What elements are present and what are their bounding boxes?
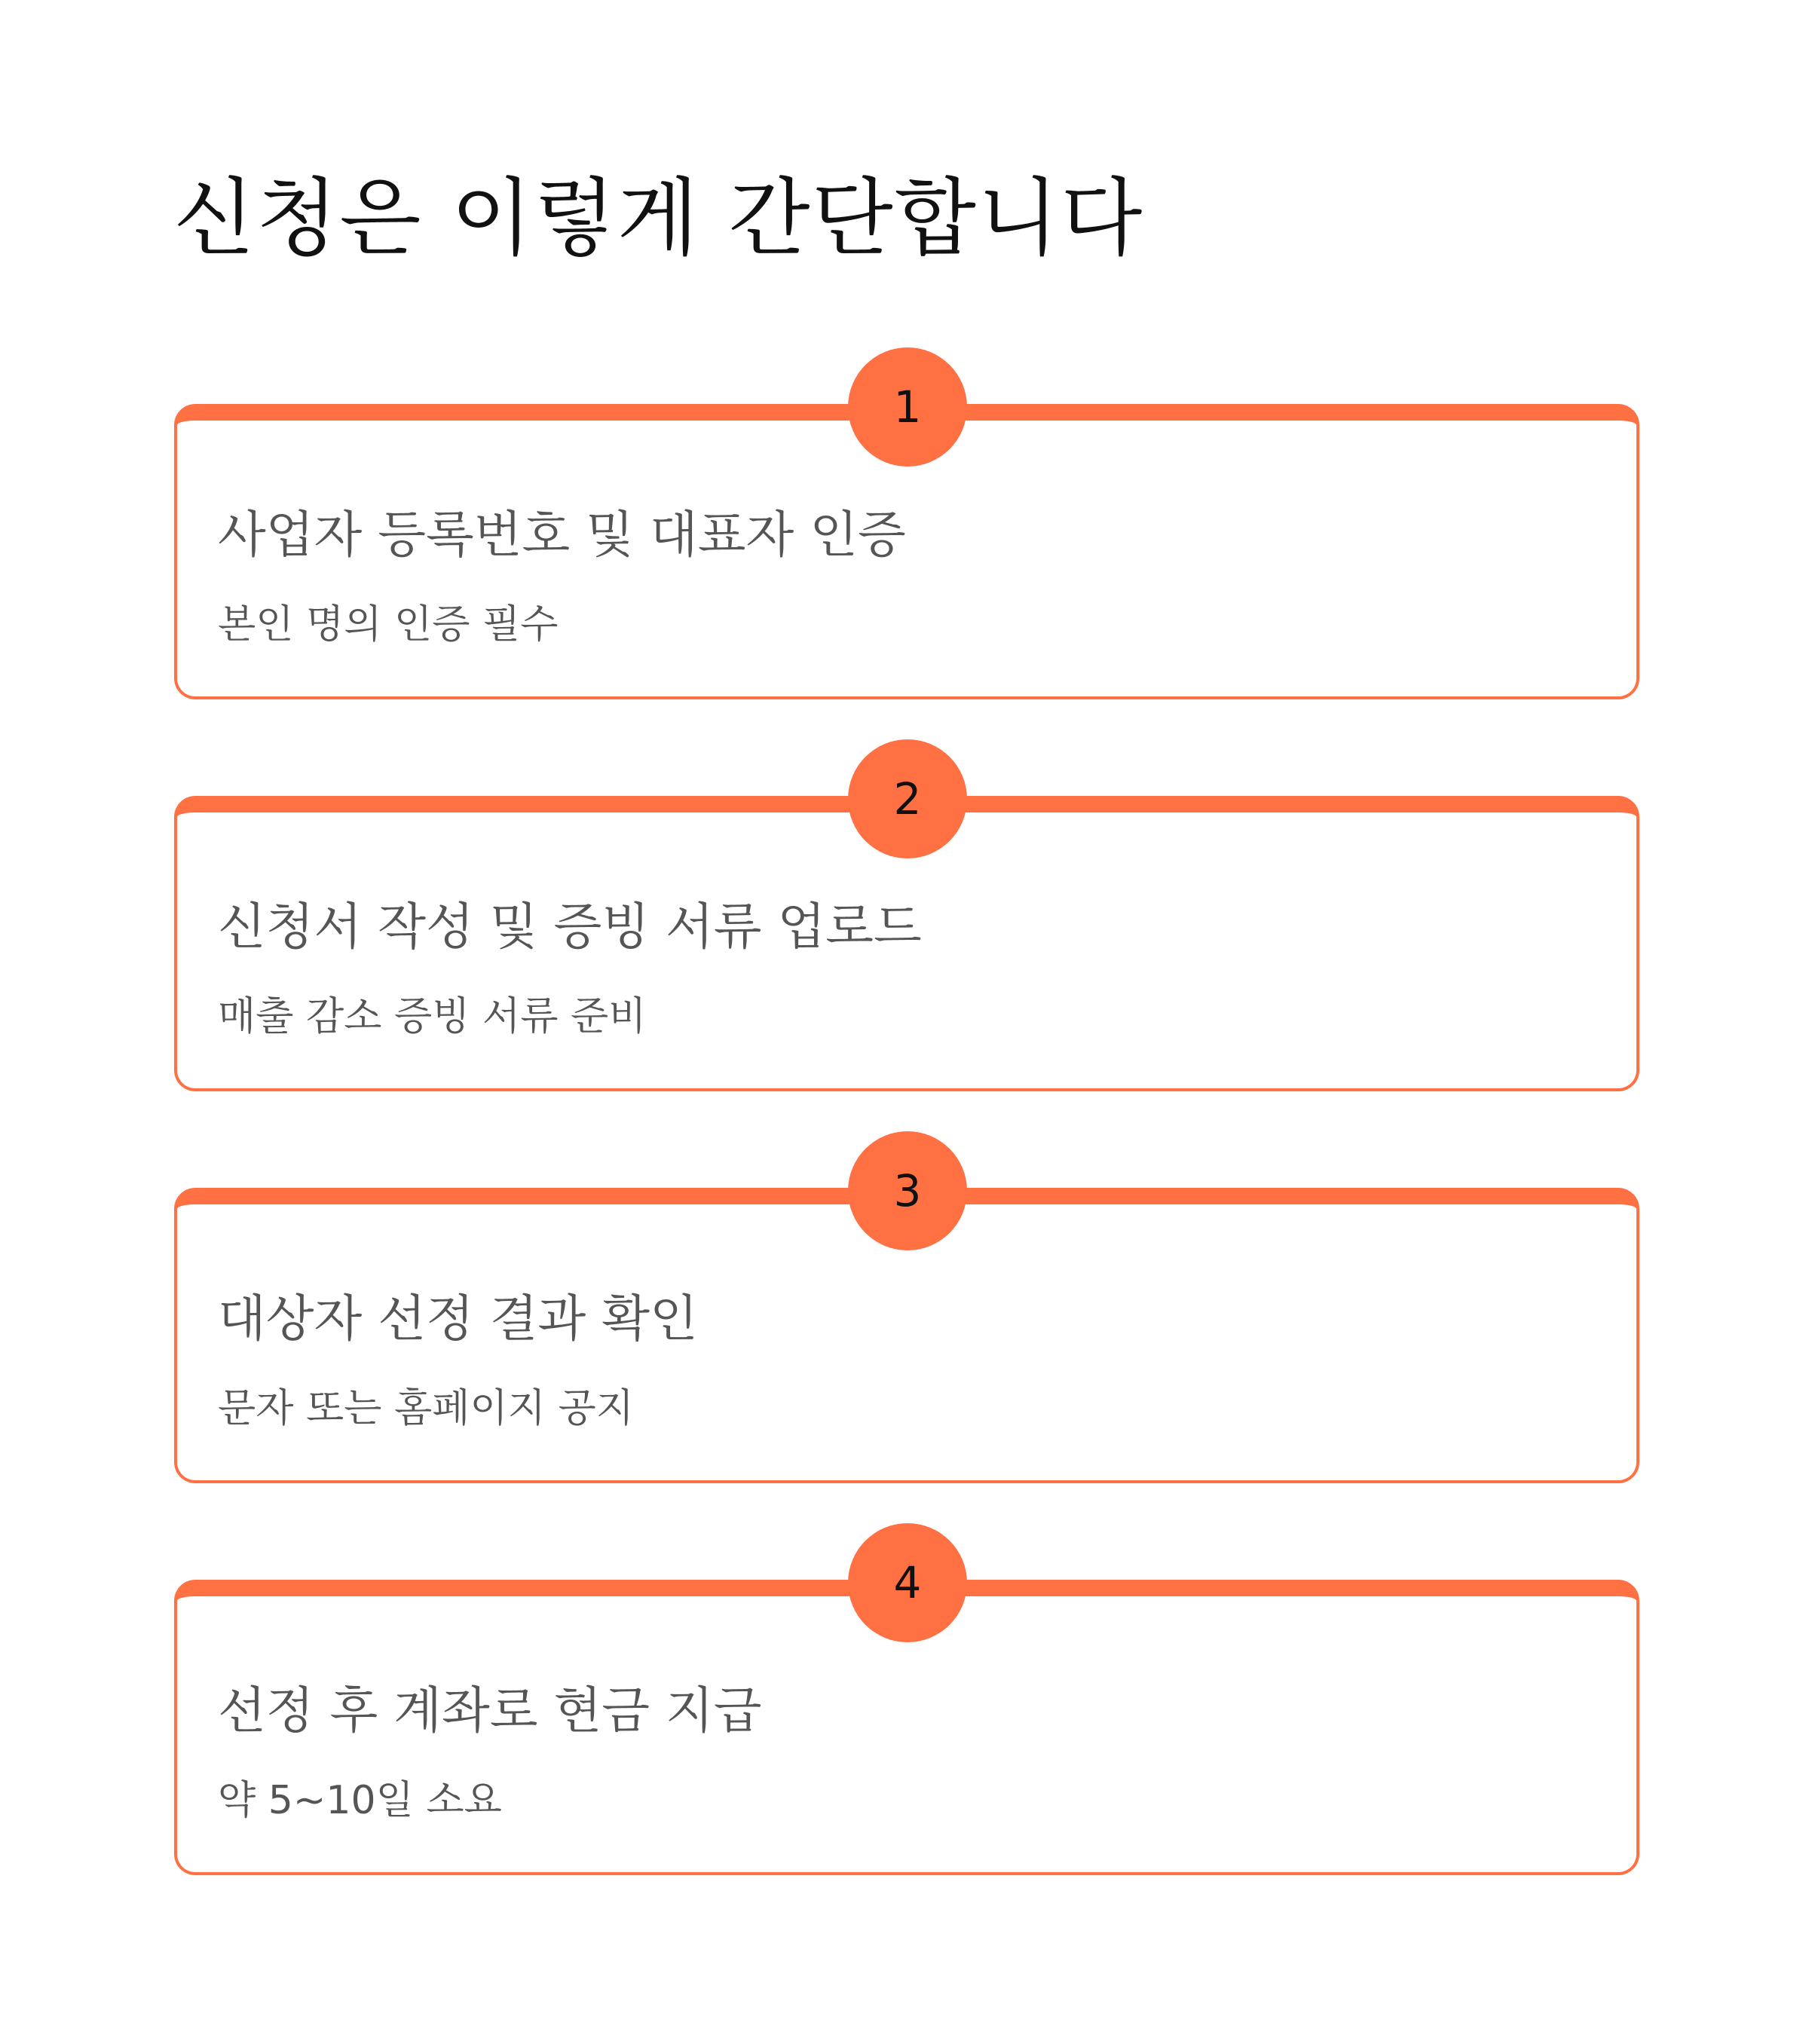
step-card-2 — [174, 773, 1639, 1091]
step-description: 매출 감소 증빙 서류 준비 — [218, 994, 647, 1039]
step-description: 문자 또는 홈페이지 공지 — [218, 1386, 634, 1431]
step-card-4 — [174, 1557, 1639, 1875]
step-number-badge: 1 — [848, 347, 967, 467]
step-title: 선정 후 계좌로 현금 지급 — [218, 1681, 762, 1740]
step-description: 본인 명의 인증 필수 — [218, 602, 559, 647]
step-card-3 — [174, 1165, 1639, 1483]
step-number-badge: 4 — [848, 1523, 967, 1642]
step-number-badge: 2 — [848, 739, 967, 858]
step-description: 약 5~10일 소요 — [218, 1778, 502, 1823]
step-card-1 — [174, 381, 1639, 699]
step-title: 대상자 선정 결과 확인 — [218, 1290, 698, 1348]
page-title: 신청은 이렇게 간단합니다 — [173, 170, 1144, 268]
step-title: 신청서 작성 및 증빙 서류 업로드 — [218, 898, 922, 956]
step-number-badge: 3 — [848, 1131, 967, 1250]
step-title: 사업자 등록번호 및 대표자 인증 — [218, 506, 906, 564]
